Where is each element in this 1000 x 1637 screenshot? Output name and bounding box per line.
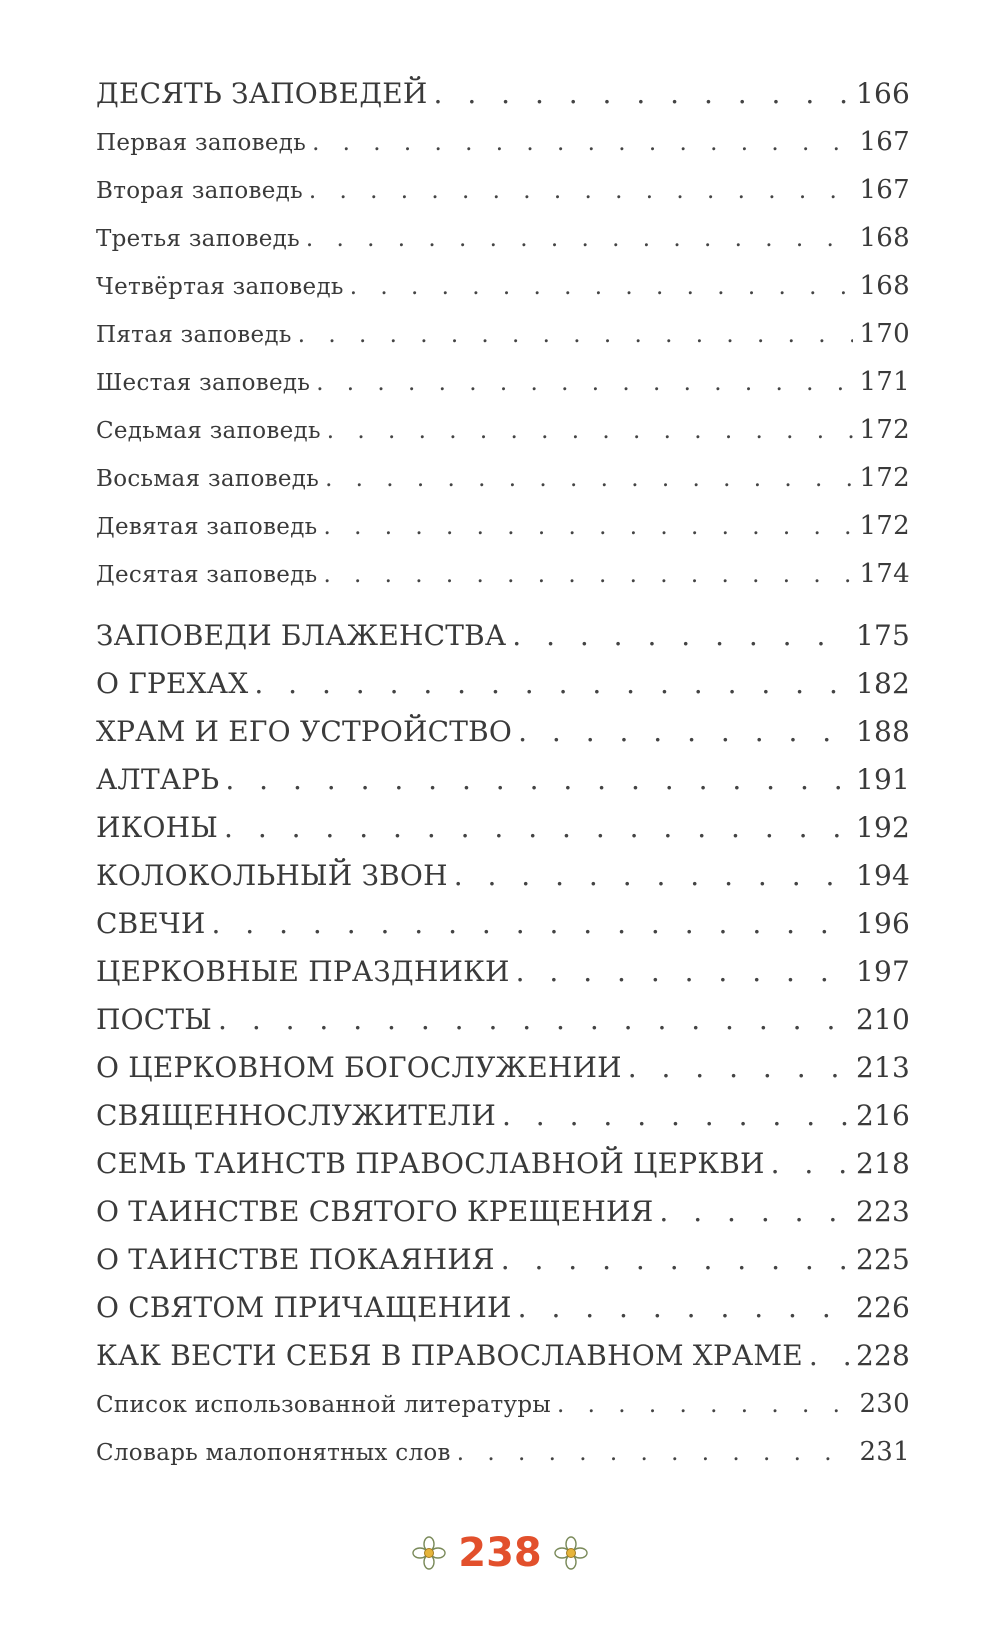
toc-entry-page: 231 <box>859 1437 910 1467</box>
toc-entry-title: Список использованной литературы <box>96 1392 551 1418</box>
dot-leader <box>325 455 853 503</box>
toc-entry <box>96 1044 910 1092</box>
toc-entry-title: Первая заповедь <box>96 130 307 156</box>
dot-leader <box>306 215 854 263</box>
toc-entry-page: 188 <box>855 715 910 748</box>
dot-leader <box>557 1381 853 1429</box>
toc-entry <box>96 756 910 804</box>
toc-entry-page: 210 <box>855 1003 910 1036</box>
dot-leader <box>502 1092 850 1140</box>
toc-entry <box>96 166 910 214</box>
toc-entry-page: 172 <box>859 511 910 541</box>
dot-leader <box>323 551 853 599</box>
toc-entry-page: 230 <box>859 1389 910 1419</box>
toc-entry-title: Четвёртая заповедь <box>96 274 344 300</box>
toc-entry-title: Девятая заповедь <box>96 514 318 540</box>
toc-entry-page: 213 <box>855 1051 910 1084</box>
toc-entry-page: 218 <box>855 1147 910 1180</box>
dot-leader <box>254 660 850 708</box>
toc-entry-page: 197 <box>855 955 910 988</box>
toc-entry <box>96 1284 910 1332</box>
page-footer <box>0 1530 1000 1576</box>
dot-leader <box>501 1236 850 1284</box>
toc-entry-title: ЦЕРКОВНЫЕ ПРАЗДНИКИ <box>96 955 510 988</box>
toc-entry-page: 175 <box>855 619 910 652</box>
dot-leader <box>324 503 854 551</box>
toc-entry-title: О ТАИНСТВЕ СВЯТОГО КРЕЩЕНИЯ <box>96 1195 654 1228</box>
toc-entry-title: ХРАМ И ЕГО УСТРОЙСТВО <box>96 715 513 748</box>
dot-leader <box>659 1188 850 1236</box>
toc-entry-page: 225 <box>855 1243 910 1276</box>
toc-entry-page: 172 <box>859 463 910 493</box>
toc-entry-title: ЗАПОВЕДИ БЛАЖЕНСТВА <box>96 619 507 652</box>
toc-entry-page: 168 <box>859 223 910 253</box>
toc-entry <box>96 852 910 900</box>
toc-entry-title: Десятая заповедь <box>96 562 318 588</box>
toc-entry-page: 194 <box>855 859 910 892</box>
toc-entry <box>96 358 910 406</box>
dot-leader <box>518 708 850 756</box>
toc-entry-title: КОЛОКОЛЬНЫЙ ЗВОН <box>96 859 448 892</box>
toc-entry-page: 228 <box>855 1339 910 1372</box>
toc-entry-page: 192 <box>855 811 910 844</box>
toc-entry-title: Шестая заповедь <box>96 370 311 396</box>
toc-entry <box>96 1332 910 1380</box>
toc-entry-page: 166 <box>855 77 910 110</box>
toc-entry-title: ПОСТЫ <box>96 1003 213 1036</box>
toc-entry-page: 171 <box>859 367 910 397</box>
toc-entry-title: Словарь малопонятных слов <box>96 1440 451 1466</box>
toc-entry-page: 182 <box>855 667 910 700</box>
toc-entry-title: ДЕСЯТЬ ЗАПОВЕДЕЙ <box>96 77 428 110</box>
dot-leader <box>809 1332 850 1380</box>
dot-leader <box>212 900 850 948</box>
toc-entry-title: СВЕЧИ <box>96 907 206 940</box>
toc-entry <box>96 70 910 118</box>
toc-entry-page: 167 <box>859 127 910 157</box>
dot-leader <box>309 167 854 215</box>
toc-entry-title: СЕМЬ ТАИНСТВ ПРАВОСЛАВНОЙ ЦЕРКВИ <box>96 1147 765 1180</box>
toc-entry-page: 216 <box>855 1099 910 1132</box>
flower-icon <box>554 1536 588 1570</box>
toc-entry-page: 191 <box>855 763 910 796</box>
toc-entry <box>96 310 910 358</box>
toc-entry-title: Восьмая заповедь <box>96 466 320 492</box>
toc-entry <box>96 262 910 310</box>
toc-entry <box>96 612 910 660</box>
toc-entry-title: О ЦЕРКОВНОМ БОГОСЛУЖЕНИИ <box>96 1051 622 1084</box>
dot-leader <box>224 804 850 852</box>
toc-entry <box>96 804 910 852</box>
toc-entry <box>96 118 910 166</box>
toc-entry <box>96 708 910 756</box>
dot-leader <box>218 996 850 1044</box>
dot-leader <box>225 756 850 804</box>
dot-leader <box>771 1140 850 1188</box>
dot-leader <box>457 1429 854 1477</box>
toc-entry <box>96 1236 910 1284</box>
toc-entry-title: ИКОНЫ <box>96 811 219 844</box>
toc-entry <box>96 996 910 1044</box>
toc-entry-page: 196 <box>855 907 910 940</box>
table-of-contents <box>96 70 910 1476</box>
toc-entry <box>96 900 910 948</box>
toc-entry-title: Пятая заповедь <box>96 322 292 348</box>
toc-entry-page: 170 <box>859 319 910 349</box>
toc-entry <box>96 214 910 262</box>
toc-entry-title: О СВЯТОМ ПРИЧАЩЕНИИ <box>96 1291 512 1324</box>
dot-leader <box>327 407 854 455</box>
dot-leader <box>454 852 850 900</box>
toc-entry <box>96 550 910 598</box>
toc-entry-title: Третья заповедь <box>96 226 300 252</box>
dot-leader <box>316 359 853 407</box>
toc-entry <box>96 1092 910 1140</box>
toc-entry <box>96 454 910 502</box>
dot-leader <box>628 1044 850 1092</box>
toc-entry <box>96 1428 910 1476</box>
dot-leader <box>298 311 854 359</box>
toc-entry-title: АЛТАРЬ <box>96 763 220 796</box>
flower-icon <box>412 1536 446 1570</box>
dot-leader <box>518 1284 850 1332</box>
toc-entry-page: 226 <box>855 1291 910 1324</box>
page-number: 238 <box>458 1530 542 1576</box>
toc-entry <box>96 660 910 708</box>
toc-entry <box>96 948 910 996</box>
toc-entry-page: 167 <box>859 175 910 205</box>
toc-entry <box>96 502 910 550</box>
toc-entry-page: 172 <box>859 415 910 445</box>
dot-leader <box>434 70 850 118</box>
dot-leader <box>512 612 850 660</box>
toc-entry-title: О ГРЕХАХ <box>96 667 249 700</box>
toc-entry <box>96 1140 910 1188</box>
toc-entry-title: Седьмая заповедь <box>96 418 321 444</box>
dot-leader <box>312 119 853 167</box>
toc-entry-title: Вторая заповедь <box>96 178 303 204</box>
toc-entry-page: 174 <box>859 559 910 589</box>
toc-entry-page: 168 <box>859 271 910 301</box>
toc-entry-page: 223 <box>855 1195 910 1228</box>
toc-entry <box>96 406 910 454</box>
toc-entry <box>96 1380 910 1428</box>
toc-entry-title: О ТАИНСТВЕ ПОКАЯНИЯ <box>96 1243 495 1276</box>
dot-leader <box>516 948 850 996</box>
toc-entry-title: КАК ВЕСТИ СЕБЯ В ПРАВОСЛАВНОМ ХРАМЕ <box>96 1339 803 1372</box>
toc-entry-title: СВЯЩЕННОСЛУЖИТЕЛИ <box>96 1099 496 1132</box>
dot-leader <box>350 263 854 311</box>
toc-entry <box>96 1188 910 1236</box>
